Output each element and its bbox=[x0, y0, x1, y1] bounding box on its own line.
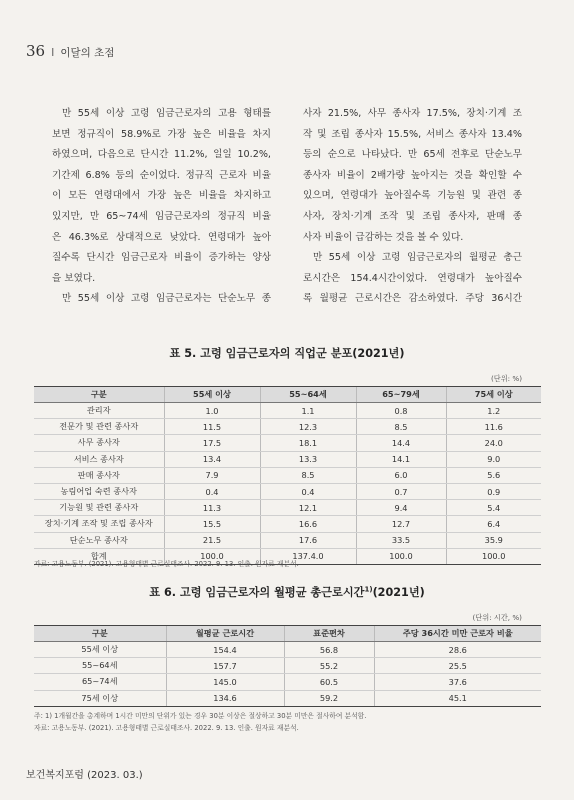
table-cell: 56.8 bbox=[284, 642, 374, 658]
body-line: 만 55세 이상 고령 임금근로자는 단순노무 종 bbox=[62, 293, 271, 305]
table-cell: 59.2 bbox=[284, 690, 374, 706]
table5-title: 표 5. 고령 임금근로자의 직업군 분포(2021년) bbox=[169, 347, 405, 360]
table5-source: 자료: 고용노동부. (2021). 고용형태별 근로실태조사. 2022. 9. 13. 인출. 원자료 재분석. bbox=[34, 560, 299, 568]
table-cell: 8.5 bbox=[260, 467, 356, 483]
row-label: 55~64세 bbox=[34, 658, 166, 674]
table-cell: 0.4 bbox=[260, 483, 356, 499]
row-label: 장치·기계 조작 및 조립 종사자 bbox=[34, 516, 164, 532]
body-line: 있지만, 만 65~74세 임금근로자의 정규직 비율 bbox=[52, 210, 271, 222]
row-label: 55세 이상 bbox=[34, 642, 166, 658]
table-cell: 137.4.0 bbox=[260, 548, 356, 564]
table6 bbox=[34, 625, 541, 707]
table-row bbox=[34, 419, 541, 435]
table-row bbox=[34, 500, 541, 516]
table-cell: 21.5 bbox=[164, 532, 260, 548]
column-header: 75세 이상 bbox=[446, 387, 541, 403]
body-line: 만 55세 이상 고령 임금근로자의 월평균 총근 bbox=[313, 252, 522, 264]
table-cell: 157.7 bbox=[166, 658, 284, 674]
row-label: 단순노무 종사자 bbox=[34, 532, 164, 548]
table-cell: 145.0 bbox=[166, 674, 284, 690]
table-cell: 0.8 bbox=[356, 403, 446, 419]
row-label: 75세 이상 bbox=[34, 690, 166, 706]
table-cell: 13.3 bbox=[260, 451, 356, 467]
table-cell: 6.4 bbox=[446, 516, 541, 532]
table-cell: 55.2 bbox=[284, 658, 374, 674]
table-cell: 0.4 bbox=[164, 483, 260, 499]
table-cell: 8.5 bbox=[356, 419, 446, 435]
row-label: 전문가 및 관련 종사자 bbox=[34, 419, 164, 435]
table-cell: 14.4 bbox=[356, 435, 446, 451]
table-cell: 18.1 bbox=[260, 435, 356, 451]
table-cell: 1.0 bbox=[164, 403, 260, 419]
column-header: 55~64세 bbox=[260, 387, 356, 403]
table-cell: 33.5 bbox=[356, 532, 446, 548]
table-row bbox=[34, 690, 541, 706]
body-line: 기간제 6.8% 등의 순이었다. 정규직 근로자 비율 bbox=[52, 169, 271, 181]
table-row bbox=[34, 435, 541, 451]
table-cell: 45.1 bbox=[374, 690, 541, 706]
table6-title-text: 표 6. 고령 임금근로자의 월평균 총근로시간 bbox=[149, 586, 365, 599]
table-cell: 37.6 bbox=[374, 674, 541, 690]
body-line: 만 55세 이상 고령 임금근로자의 고용 형태를 bbox=[62, 108, 271, 119]
table-cell: 1.1 bbox=[260, 403, 356, 419]
table-row bbox=[34, 516, 541, 532]
body-line: 등의 순으로 나타났다. 만 65세 전후로 단순노무 bbox=[303, 149, 522, 161]
table-cell: 100.0 bbox=[356, 548, 446, 564]
table-cell: 13.4 bbox=[164, 451, 260, 467]
table-cell: 12.1 bbox=[260, 500, 356, 516]
table5-unit: (단위: %) bbox=[490, 374, 522, 383]
table6-title bbox=[0, 584, 574, 600]
page-number: 36 bbox=[26, 42, 46, 60]
table-cell: 11.6 bbox=[446, 419, 541, 435]
table-cell: 25.5 bbox=[374, 658, 541, 674]
table5-header-row bbox=[34, 387, 541, 403]
journal-footer: 보건복지포럼 (2023. 03.) bbox=[26, 770, 143, 781]
body-line: 사자 21.5%, 사무 종사자 17.5%, 장치·기계 조 bbox=[303, 108, 522, 119]
body-text bbox=[52, 104, 522, 310]
table-cell: 6.0 bbox=[356, 467, 446, 483]
row-label: 기능원 및 관련 종사자 bbox=[34, 500, 164, 516]
table-row bbox=[34, 642, 541, 658]
row-label: 농림어업 숙련 종사자 bbox=[34, 483, 164, 499]
body-line: 하였으며, 다음으로 단시간 11.2%, 일일 10.2%, bbox=[52, 149, 271, 161]
table-cell: 100.0 bbox=[446, 548, 541, 564]
row-label: 판매 종사자 bbox=[34, 467, 164, 483]
body-line: 록 월평균 근로시간은 감소하였다. 주당 36시간 bbox=[303, 293, 522, 305]
table-cell: 9.4 bbox=[356, 500, 446, 516]
table-cell: 12.7 bbox=[356, 516, 446, 532]
section-name: 이달의 초점 bbox=[60, 47, 115, 59]
body-line: 을 보였다. bbox=[52, 272, 96, 284]
table-cell: 7.9 bbox=[164, 467, 260, 483]
table-cell: 24.0 bbox=[446, 435, 541, 451]
table-cell: 9.0 bbox=[446, 451, 541, 467]
body-column-left bbox=[52, 104, 271, 310]
table-cell: 60.5 bbox=[284, 674, 374, 690]
table-row bbox=[34, 403, 541, 419]
table-cell: 11.5 bbox=[164, 419, 260, 435]
header-separator: I bbox=[51, 46, 55, 59]
row-label: 관리자 bbox=[34, 403, 164, 419]
table6-source: 자료: 고용노동부. (2021). 고용형태별 근로실태조사. 2022. 9. 13. 인출. 원자료 재분석. bbox=[34, 724, 299, 732]
body-line: 질수록 단시간 임금근로자 비율이 증가하는 양상 bbox=[52, 252, 271, 264]
table6-title-year: (2021년) bbox=[372, 586, 425, 599]
body-line: 사자, 장치·기계 조작 및 조립 종사자, 판매 종 bbox=[303, 210, 522, 222]
column-header: 표준편차 bbox=[284, 626, 374, 642]
column-header: 구분 bbox=[34, 387, 164, 403]
body-line: 보면 정규직이 58.9%로 가장 높은 비율을 차지 bbox=[52, 128, 271, 140]
body-line: 작 및 조립 종사자 15.5%, 서비스 종사자 13.4% bbox=[303, 128, 522, 140]
row-label: 합계 bbox=[34, 548, 164, 564]
table-cell: 5.4 bbox=[446, 500, 541, 516]
column-header: 월평균 근로시간 bbox=[166, 626, 284, 642]
table-cell: 17.6 bbox=[260, 532, 356, 548]
table-cell: 35.9 bbox=[446, 532, 541, 548]
table-row bbox=[34, 674, 541, 690]
column-header: 65~79세 bbox=[356, 387, 446, 403]
table-cell: 134.6 bbox=[166, 690, 284, 706]
table6-header-row bbox=[34, 626, 541, 642]
table-cell: 15.5 bbox=[164, 516, 260, 532]
table-cell: 16.6 bbox=[260, 516, 356, 532]
table-cell: 14.1 bbox=[356, 451, 446, 467]
column-header: 구분 bbox=[34, 626, 166, 642]
table5 bbox=[34, 386, 541, 565]
table-cell: 0.9 bbox=[446, 483, 541, 499]
table-cell: 12.3 bbox=[260, 419, 356, 435]
body-line: 있으며, 연령대가 높아질수록 기능원 및 관련 종 bbox=[303, 190, 522, 202]
table-cell: 100.0 bbox=[164, 548, 260, 564]
column-header: 55세 이상 bbox=[164, 387, 260, 403]
row-label: 65~74세 bbox=[34, 674, 166, 690]
table-cell: 17.5 bbox=[164, 435, 260, 451]
table-cell: 154.4 bbox=[166, 642, 284, 658]
body-line: 이 모든 연령대에서 가장 높은 비율을 차지하고 bbox=[52, 190, 271, 202]
table6-note: 주: 1) 1개월간을 총계하며 1시간 미만의 단위가 있는 경우 30분 이상은 절상하고 30분 미만은 절사하여 분석함. bbox=[34, 712, 367, 720]
body-line: 은 46.3%로 상대적으로 낮았다. 연령대가 높아 bbox=[52, 231, 271, 243]
table-cell: 11.3 bbox=[164, 500, 260, 516]
row-label: 서비스 종사자 bbox=[34, 451, 164, 467]
table6-title-footnote: 1) bbox=[364, 585, 373, 594]
body-line: 종사자 비율이 2배가량 높아지는 것을 확인할 수 bbox=[303, 169, 522, 181]
table-cell: 1.2 bbox=[446, 403, 541, 419]
body-line: 로시간은 154.4시간이었다. 연령대가 높아질수 bbox=[303, 272, 522, 284]
table-row bbox=[34, 532, 541, 548]
row-label: 사무 종사자 bbox=[34, 435, 164, 451]
body-line: 사자 비율이 급감하는 것을 볼 수 있다. bbox=[303, 231, 464, 243]
table-cell: 5.6 bbox=[446, 467, 541, 483]
body-column-right bbox=[303, 104, 522, 310]
table-cell: 0.7 bbox=[356, 483, 446, 499]
table-row bbox=[34, 467, 541, 483]
table6-unit: (단위: 시간, %) bbox=[472, 613, 522, 622]
page-header bbox=[26, 42, 114, 60]
column-header: 주당 36시간 미만 근로자 비율 bbox=[374, 626, 541, 642]
table-row bbox=[34, 658, 541, 674]
table-cell: 28.6 bbox=[374, 642, 541, 658]
table-row bbox=[34, 483, 541, 499]
table-row bbox=[34, 451, 541, 467]
